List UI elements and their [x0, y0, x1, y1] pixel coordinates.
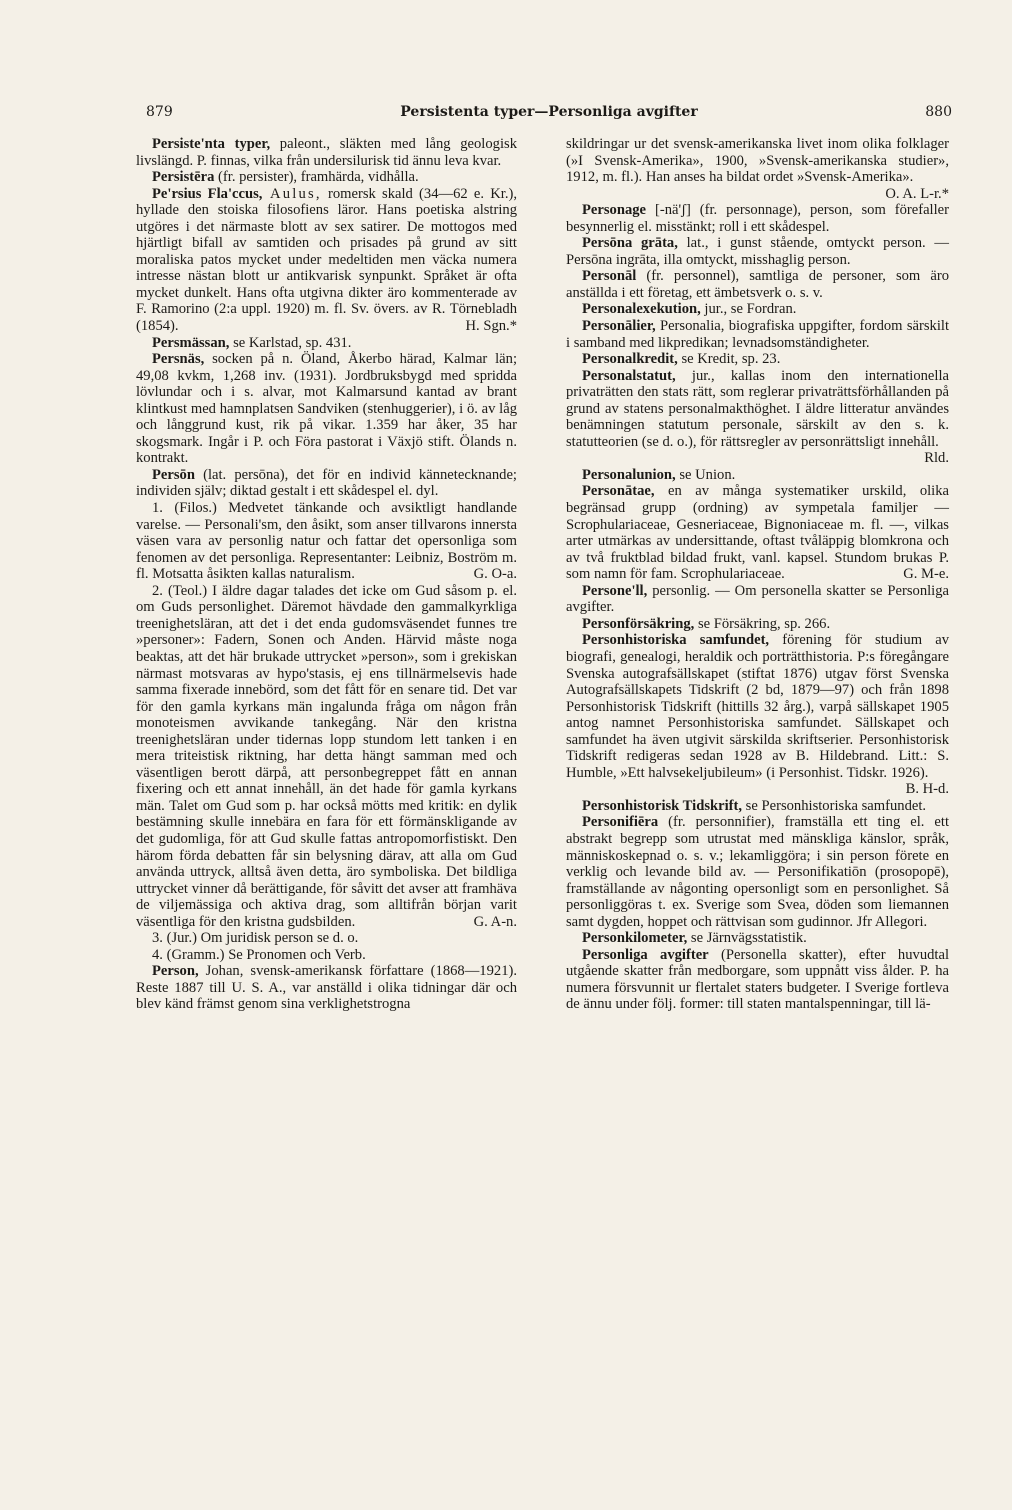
signature: B. H-d.: [905, 781, 949, 798]
entry-persistenta-typer: Persiste'nta typer, paleont., släkten med lång geologisk livslängd. P. finnas, vilka från undersilurisk tid ännu leva kvar.: [136, 136, 517, 169]
entry-persmassan: Persmässan, se Karlstad, sp. 431.: [152, 334, 352, 351]
entry-person-jur: 3. (Jur.) Om juridisk person se d. o.: [152, 930, 359, 947]
entry-person-gramm: 4. (Gramm.) Se Pronomen och Verb.: [152, 946, 366, 963]
entry-person-teol: 2. (Teol.) I äldre dagar talades det icke om Gud såsom p. el. om Guds personlighet. Däremot hävdade den gammalkyrkliga treenighetsläran, att det i det enda gudomsväsendet funnes tre »personer»: Fadern, Sonen och Anden. Härvid måste noga beaktas, att det här brukade uttrycket »person», som i grekiskan närmast motsvaras av hypo'stasis, ej ens tillnärmelsevis hade samma fixerade innebörd, som det fått för en senare tid. Det var för den gamla kyrkans män ingalunda fråga om någon från monoteismen avvikande tankegång. När den kristna treenighetsläran under tidernas lopp stundom lett tanken i en mera triteistisk riktning, har detta hängt samman med och väsentligen berott därpå, att personbegreppet fått en annan fixering och ett annat innehåll, än det hade för gamla kyrkans män. Talet om Gud som p. har också mötts med kritik: en dylik bestämning skulle innebära en fara för ett förmänskligande av det gudomliga, för att Gud skulle fattas antropomorfistiskt. Den härom förda debatten får sin belysning därav, att alla om Gud använda uttryck, alltså även detta, äro symboliska. Det bildliga uttrycket vinner då berättigande, för såvitt det avser att framhäva de viljemässiga och aktiva drag, som alltifrån början varit väsentliga för den kristna gudsbilden. G. A-n.: [136, 582, 517, 930]
entry-personage: Personage [-nä'ʃ] (fr. personnage), person, som förefaller besynnerlig el. misstänkt; roll i ett skådespel.: [566, 202, 949, 235]
entry-personhistoriska-samfundet: Personhistoriska samfundet, förening för studium av biografi, genealogi, heraldik och porträtthistoria. P:s föregångare Svenska autografsällskapet (stiftat 1876) utgav först Svenska Autografsällskapets Tidskrift (2 bd, 1879—97) och från 1898 Personhistorisk Tidskrift (hittills 32 årg.), varpå sällskapet 1905 antog namnet Personhistoriska samfundet. Sällskapet och samfundet ha även utgivit särskilda skriftserier. Personhistorisk Tidskrift redigeras sedan 1928 av B. Hildebrand. Litt.: S. Humble, »Ett halvsekeljubileum» (i Personhist. Tidskr. 1926). B. H-d.: [566, 632, 949, 798]
entry-person-johan-cont: skildringar ur det svensk-amerikanska livet inom olika folklager (»I Svensk-Amerika», 1900, »Svensk-amerikanska studier», 1912, m. fl.). Han anses ha bildat ordet »Svensk-Amerika». O. A. L-r.*: [566, 136, 949, 202]
entry-persius-flaccus: Pe'rsius Fla'ccus, Aulus, romersk skald (34—62 e. Kr.), hyllade den stoiska filosofiens läror. Hans poetiska alstring utgöres i det närmaste blott av sex satirer. De mottogos med hjärtligt bifall av samtiden och prisades på grund av sitt moraliska patos mycket under medeltiden men väcka numera intresse nästan blott ur antikvarisk synpunkt. Språket är ofta mycket dunkelt. Hans ofta utgivna dikter äro kommenterade av F. Ramorino (2:a uppl. 1920) m. fl. Sv. övers. av R. Törnebladh (1854). H. Sgn.*: [136, 185, 518, 335]
signature: G. M-e.: [903, 566, 949, 583]
left-page-number: 879: [146, 104, 173, 120]
entry-personliga-avgifter: Personliga avgifter (Personella skatter), efter huvudtal utgående skatter från medborgare, som uppnått viss ålder. P. ha numera försvunnit ur flertalet staters budgeter. I Sverige fortleva de ännu under följ. former: till staten mantalspenningar, till lä-: [566, 946, 949, 1013]
signature: H. Sgn.*: [465, 318, 517, 335]
entry-person: Persōn (lat. persōna), det för en individ kännetecknande; individen själv; diktad gestalt i ett skådespel el. dyl.: [136, 466, 517, 500]
running-title: Persistenta typer—Personliga avgifter: [400, 104, 698, 120]
entry-personal: Personāl (fr. personnel), samtliga de personer, som äro anställda i ett företag, ett ämbetsverk o. s. v.: [566, 268, 949, 301]
entry-personforsakring: Personförsäkring, se Försäkring, sp. 266.: [582, 615, 831, 632]
right-page-number: 880: [925, 104, 952, 120]
entry-persistera: Persistēra (fr. persister), framhärda, vidhålla.: [152, 169, 419, 186]
entry-personalkredit: Personalkredit, se Kredit, sp. 23.: [582, 351, 781, 368]
entry-person-filos: 1. (Filos.) Medvetet tänkande och avsiktligt handlande varelse. — Personali'sm, den åsikt, som anser tillvarons innersta väsen vara av personlig natur och fattar det opersonliga som fenomen av det personliga. Representanter: Leibniz, Boström m. fl. Motsatta åsikten kallas naturalism. G. O-a.: [136, 500, 517, 583]
signature: Rld.: [924, 450, 949, 467]
entry-personkilometer: Personkilometer, se Järnvägsstatistik.: [582, 930, 807, 947]
signature: G. O-a.: [473, 566, 517, 583]
entry-personifiera: Personifiēra (fr. personnifier), framställa ett ting el. ett abstrakt begrepp som utrustat med mänskliga känslor, språk, människoskepnad o. s. v.; lekamliggöra; i sin person förete en verklig och levande bild av. — Personifikatiōn (prosopopē), framställande av någonting opersonligt som en personlighet. Så personliggöras t. ex. Sverige som Svea, döden som liemannen samt dygden, hoppet och rättvisan som gudinnor. Jfr Allegori.: [566, 814, 949, 930]
signature: O. A. L-r.*: [885, 185, 949, 202]
running-header: [146, 104, 952, 128]
entry-personalier: Personālier, Personalia, biografiska uppgifter, fordom särskilt i samband med likpredikan; levnadsomständigheter.: [566, 318, 949, 351]
entry-personalstatut: Personalstatut, jur., kallas inom den internationella privaträtten den stats rätt, som reglerar privaträttsförhållanden på grund av statens personalmakthöghet. I äldre litteratur användes benämningen statutum personale, särskilt av den s. k. statutteorien (se d. o.), för rättsregler av personrättsligt innehåll. Rld.: [566, 367, 949, 467]
entry-persnas: Persnäs, socken på n. Öland, Åkerbo härad, Kalmar län; 49,08 kvkm, 1,268 inv. (1931). Jordbruksbygd med spridda lövlundar och i s. alvar, mot Kalmarsund kantad av brant klintkust med hamnplatsen Sandviken (stenhuggerier), i ö. av låg och långgrund kust, rik på vikar. 1.359 har åker, 35 har skogsmark. Ingår i P. och Föra pastorat i Växjö stift. Ölands n. kontrakt.: [136, 351, 517, 467]
right-column: [566, 136, 949, 1013]
entry-personalexekution: Personalexekution, jur., se Fordran.: [582, 301, 797, 318]
entry-personalunion: Personalunion, se Union.: [582, 466, 736, 483]
entry-personell: Persone'll, personlig. — Om personella skatter se Personliga avgifter.: [566, 582, 949, 616]
entry-personhistorisk-tidskrift: Personhistorisk Tidskrift, se Personhistoriska samfundet.: [582, 797, 927, 814]
entry-person-johan: Person, Johan, svensk-amerikansk författare (1868—1921). Reste 1887 till U. S. A., var anställd i olika tidningar där och blev känd främst genom sina verklighetstrogna: [136, 963, 517, 1013]
entry-personatae: Personātae, en av många systematiker urskild, olika begränsad grupp (ordning) av sympetala familjer — Scrophulariaceae, Gesneriaceae, Bignoniaceae m. fl. —, vilkas arter utmärkas av undersittande, oftast tvåläppig blomkrona och av två fruktblad bildad frukt, vanl. kapsel. Stundom brukas P. som namn för fam. Scrophulariaceae. G. M-e.: [566, 483, 949, 583]
left-column: [136, 136, 517, 1013]
signature: G. A-n.: [473, 913, 517, 930]
entry-persona-grata: Persōna grāta, lat., i gunst stående, omtyckt person. — Persōna ingrāta, illa omtyckt, misshaglig person.: [566, 235, 949, 268]
